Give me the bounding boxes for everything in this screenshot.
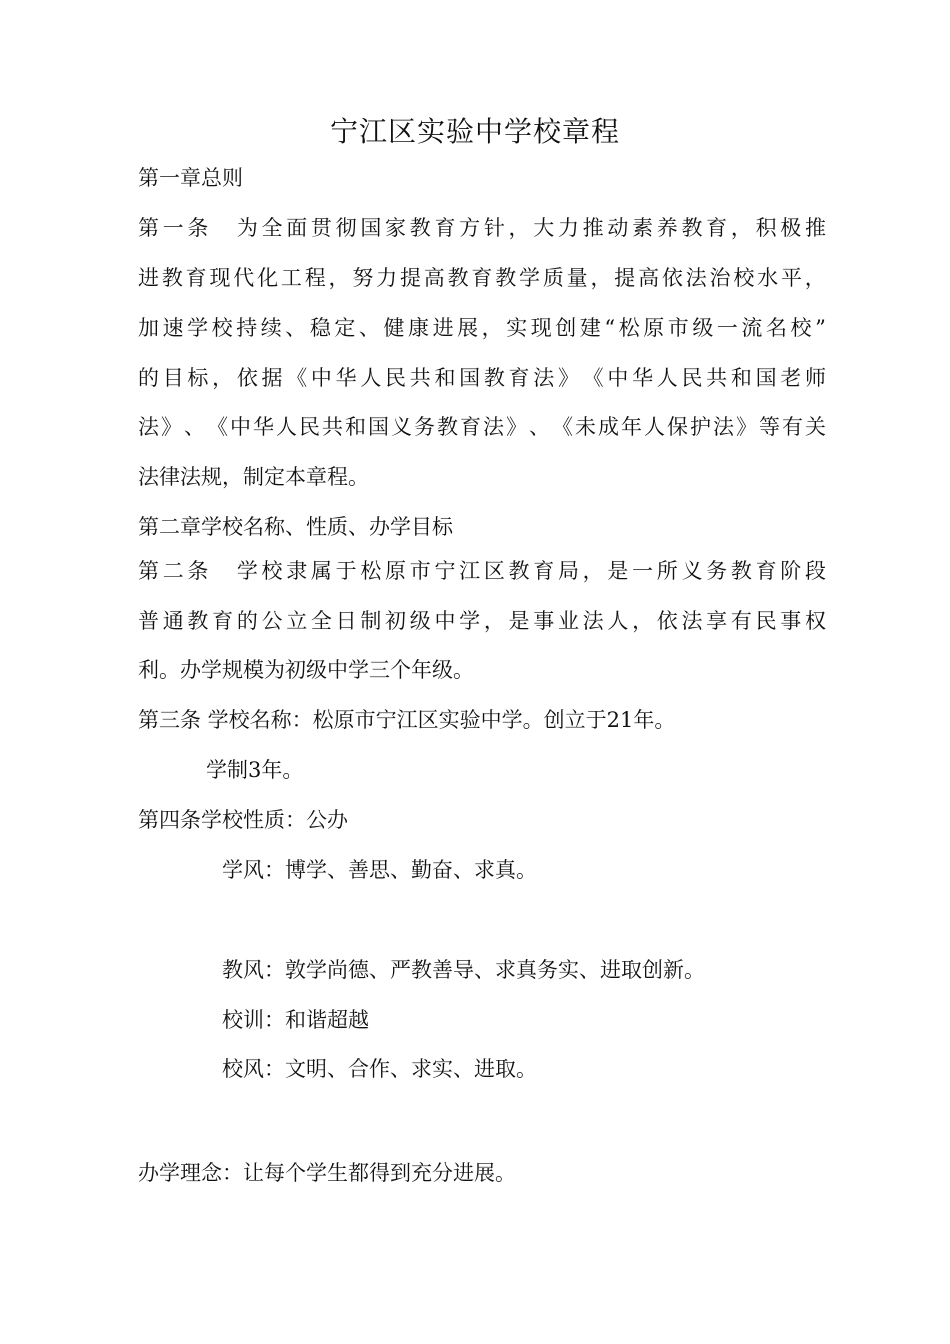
- chapter-1-heading: 第一章总则: [138, 166, 243, 190]
- article-1-line-6: 法律法规，制定本章程。: [138, 465, 369, 489]
- article-1-line-1: 第 一 条 为 全 面 贯 彻 国 家 教 育 方 针 ， 大 力 推 动 素 养 教 育 ， 积 极 推: [138, 216, 826, 240]
- school-philosophy: 办学理念：让每个学生都得到充分进展。: [138, 1161, 516, 1185]
- document-title: 宁江区实验中学校章程: [329, 115, 620, 148]
- article-1-line-5: 法 》 、 《 中 华 人 民 共 和 国 义 务 教 育 法 》 、 《 未 成 年 人 保 护 法 》 等 有 关: [138, 415, 826, 439]
- article-2-line-1: 第 二 条 学 校 隶 属 于 松 原 市 宁 江 区 教 育 局 ， 是 一 所 义 务 教 育 阶 段: [138, 559, 826, 583]
- study-style: 学风：博学、善思、勤奋、求真。: [222, 858, 537, 882]
- teaching-style: 教风：敦学尚德、严教善导、求真务实、进取创新。: [222, 958, 705, 982]
- article-3: 第三条 学校名称：松原市宁江区实验中学。创立于21年。: [138, 708, 676, 732]
- school-motto: 校训：和谐超越: [222, 1008, 369, 1032]
- article-1-line-3: 加 速 学 校 持 续 、 稳 定 、 健 康 进 展 ， 实 现 创 建 “ 松 原 市 级 一 流 名 校 ”: [138, 316, 826, 340]
- article-1-line-2: 进 教 育 现 代 化 工 程 ， 努 力 提 高 教 育 教 学 质 量 ， 提 高 依 法 治 校 水 平 ，: [138, 266, 826, 290]
- article-1-line-4: 的 目 标 ， 依 据 《 中 华 人 民 共 和 国 教 育 法 》 《 中 华 人 民 共 和 国 老 师: [138, 366, 826, 390]
- school-style: 校风：文明、合作、求实、进取。: [222, 1057, 537, 1081]
- schooling-years: 学制3年。: [206, 758, 304, 782]
- article-2-line-3: 利。办学规模为初级中学三个年级。: [138, 658, 474, 682]
- article-2-line-2: 普 通 教 育 的 公 立 全 日 制 初 级 中 学 ， 是 事 业 法 人 ， 依 法 享 有 民 事 权: [138, 609, 826, 633]
- article-4: 第四条学校性质：公办: [138, 808, 348, 832]
- chapter-2-heading: 第二章学校名称、性质、办学目标: [138, 515, 453, 539]
